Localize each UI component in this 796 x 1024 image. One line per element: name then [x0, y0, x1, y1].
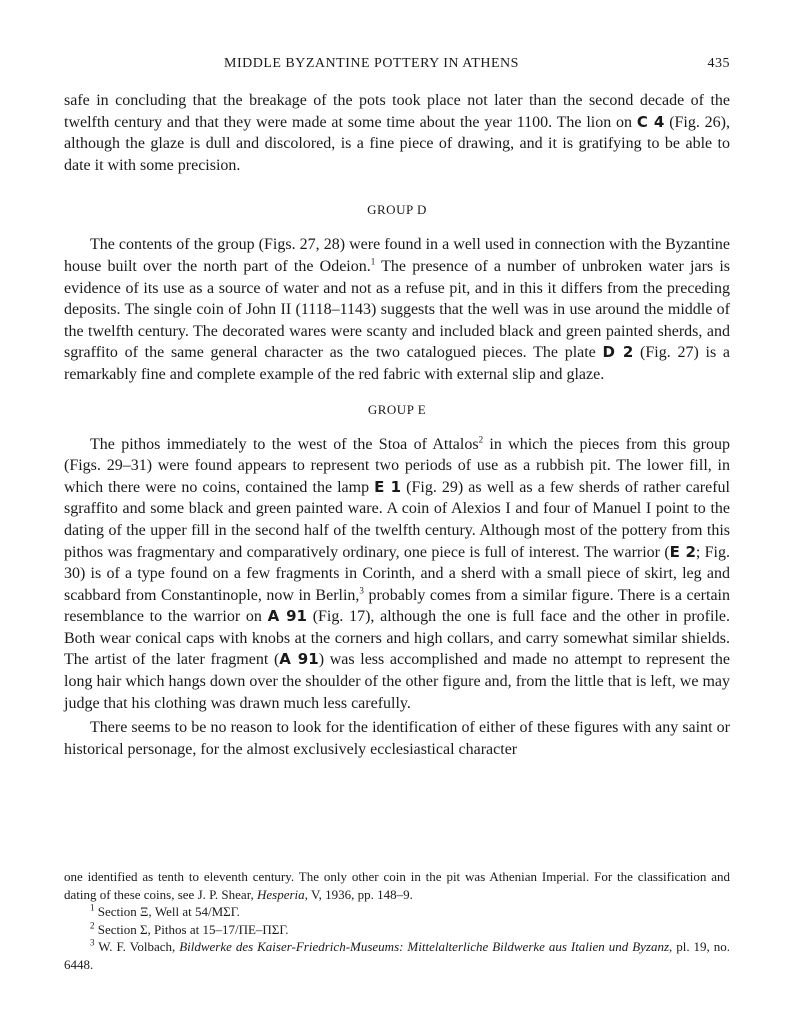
catalogue-ref-a91-second: A 91 [279, 650, 319, 669]
running-title: MIDDLE BYZANTINE POTTERY IN ATHENS [224, 56, 519, 71]
intro-paragraph: safe in concluding that the breakage of the pots took place not later than the second decade of the twelfth century and that they were made at some time about the year 1100. The lion on C 4 (Fig. 26), although the glaze is dull and discolored, is a fine piece of drawing, and it is gratifying to be able to date it with some precision. [64, 92, 731, 174]
group-e-heading: GROUP E [367, 401, 427, 417]
group-d-heading: GROUP D [367, 202, 427, 218]
group-e-paragraph-1: The pithos immediately to the west of the Stoa of Attalos$^2$ in which the pieces from this group (Figs. 29–31) were found appears to represent two periods of use as a rubbish pit. The lower fill, in which there were no coins, contained the lamp E 1 (Fig. 29) as well as a few sherds of rather careful sgraffito and some black and green painted ware. A coin of Alexios I and four of Manuel I point to the dating of the upper fill in the second half of the twelfth century. Although most of the pottery from this pithos was fragmentary and comparatively ordinary, one piece is full of interest. The warrior (E 2; Fig. 30) is of a type found on a few fragments in Corinth, and a sherd with a small piece of skirt, leg and scabbard from Constantinople, now in Berlin,$^3$ probably comes from a similar figure. There is a certain resemblance to the warrior on A 91 (Fig. 17), although the one is full face and the other in profile. Both wear conical caps with knobs at the corners and high collars, and carry somewhat similar shields. The artist of the later fragment (A 91) was less accomplished and made no attempt to represent the long hair which hangs down over the shoulder of the other figure and, from the little that is left, we may judge that his clothing was drawn much less carefully. [64, 434, 731, 712]
footnotes [64, 868, 730, 973]
footnote-1: $^1$ Section Ξ, Well at 54/ΜΣΓ. [90, 902, 240, 919]
group-d-paragraph: The contents of the group (Figs. 27, 28) were found in a well used in connection with the Byzantine house built over the north part of the Odeion.$^1$ The presence of a number of unbroken water jars is evidence of its use as a source of water and not as a refuse pit, and in this it differs from the preceding deposits. The single coin of John II (1118–1143) suggests that the well was in use around the middle of the twelfth century. The decorated wares were scanty and included black and green painted sherds, and sgraffito of the same general character as the two catalogued pieces. The plate D 2 (Fig. 27) is a remarkably fine and complete example of the red fabric with external slip and glaze. [64, 236, 731, 383]
book-title: Bildwerke des Kaiser-Friedrich-Museums: Mittelalterliche Bildwerke aus Italien und Byzanz [179, 939, 670, 954]
catalogue-ref-e1: E 1 [374, 477, 402, 496]
footnote-ref-3: 3 [359, 585, 364, 596]
footnote-continuation: one identified as tenth to eleventh century. The only other coin in the pit was Athenian Imperial. For the classification and dating of these coins, see J. P. Shear, Hesperia, V, 1936, pp. 148–9. [64, 869, 730, 902]
running-header [64, 52, 730, 76]
page-body [64, 52, 730, 760]
catalogue-ref-a91: A 91 [267, 607, 307, 626]
catalogue-ref-c4: C 4 [636, 112, 665, 131]
footnote-3: $^3$ W. F. Volbach, Bildwerke des Kaiser-Friedrich-Museums: Mittelalterliche Bildwerke aus Italien und Byzanz, pl. 19, no. 6448. [64, 937, 730, 972]
group-e-paragraph-2: There seems to be no reason to look for the identification of either of these figures with any saint or historical personage, for the almost exclusively ecclesiastical character [64, 719, 730, 758]
footnote-ref-2: 2 [478, 434, 484, 445]
catalogue-ref-d2: D 2 [602, 343, 634, 362]
footnote-ref-1: 1 [370, 256, 376, 267]
catalogue-ref-e2: E 2 [669, 542, 696, 561]
journal-title: Hesperia [257, 886, 305, 902]
footnote-2: $^2$ Section Σ, Pithos at 15–17/ΠΕ–ΠΣΓ. [90, 920, 289, 937]
page-number: 435 [707, 56, 730, 71]
